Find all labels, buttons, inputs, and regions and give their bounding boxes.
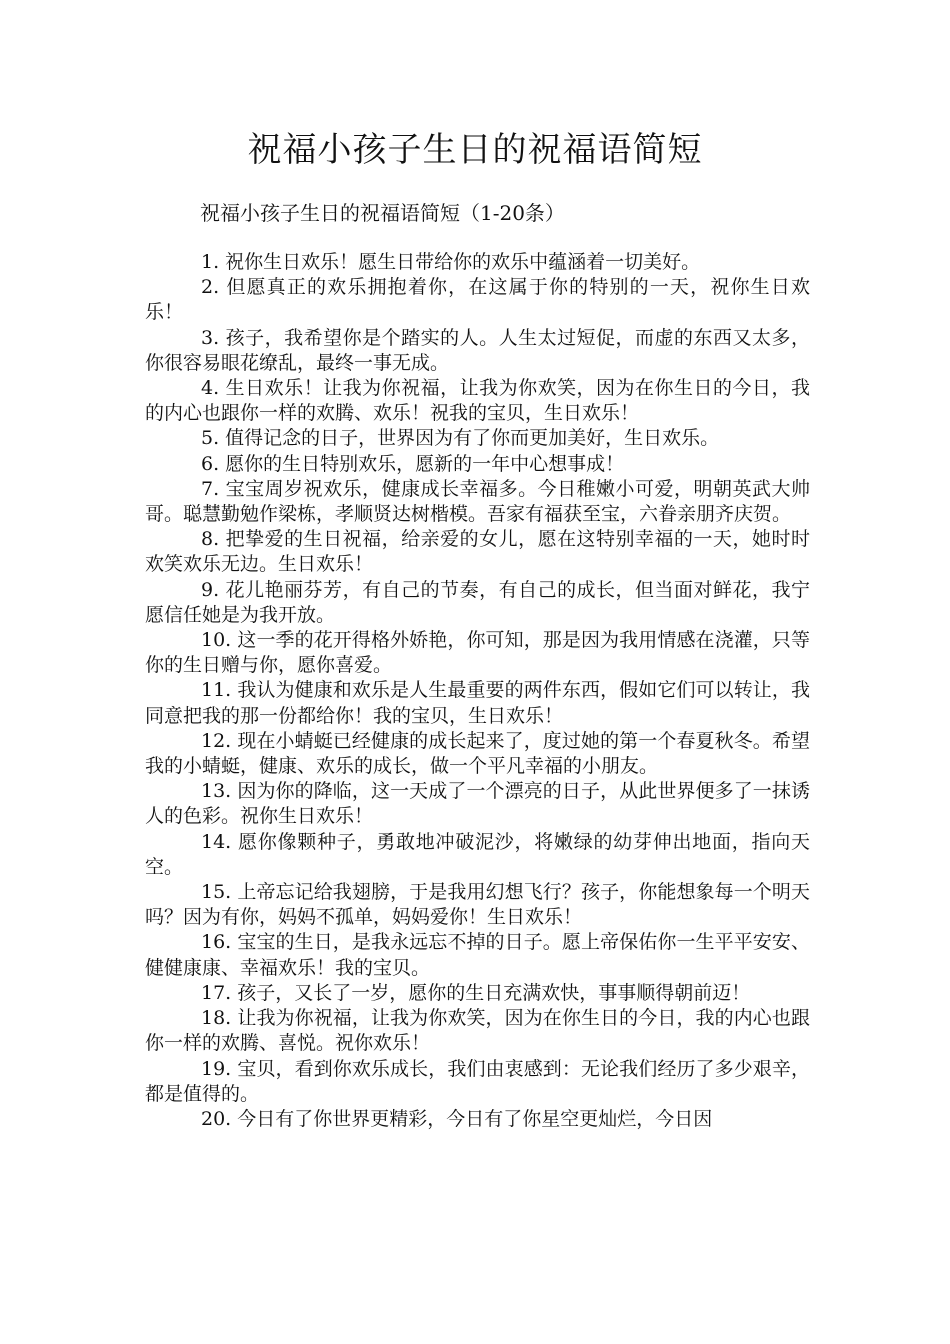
wish-item-1: 1. 祝你生日欢乐！愿生日带给你的欢乐中蕴涵着一切美好。 (201, 251, 701, 273)
wish-item-12: 12. 现在小蜻蜓已经健康的成长起来了，度过她的第一个春夏秋冬。希望我的小蜻蜓，健康、欢乐的成长，做一个平凡幸福的小朋友。 (145, 729, 810, 778)
wish-item-2: 2. 但愿真正的欢乐拥抱着你，在这属于你的特别的一天，祝你生日欢乐！ (145, 276, 810, 324)
wish-item-19: 19. 宝贝，看到你欢乐成长，我们由衷感到：无论我们经历了多少艰辛，都是值得的。 (145, 1057, 810, 1105)
wish-item-20: 20. 今日有了你世界更精彩，今日有了你星空更灿烂，今日因 (201, 1107, 713, 1130)
wish-item-8: 8. 把挚爱的生日祝福，给亲爱的女儿，愿在这特别幸福的一天，她时时欢笑欢乐无边。生日欢乐！ (145, 528, 810, 576)
wish-item-7: 7. 宝宝周岁祝欢乐，健康成长幸福多。今日稚嫩小可爱，明朝英武大帅哥。聪慧勤勉作梁栋，孝顺贤达树楷模。吾家有福获至宝，六眷亲朋齐庆贺。 (145, 477, 810, 526)
document-title: 祝福小孩子生日的祝福语简短 (247, 130, 703, 170)
wish-item-9: 9. 花儿艳丽芬芳，有自己的节奏，有自己的成长，但当面对鲜花，我宁愿信任她是为我开放。 (145, 578, 810, 626)
wish-item-16: 16. 宝宝的生日，是我永远忘不掉的日子。愿上帝保佑你一生平平安安、健健康康、幸福欢乐！我的宝贝。 (145, 931, 810, 979)
wish-item-6: 6. 愿你的生日特别欢乐，愿新的一年中心想事成！ (201, 452, 625, 475)
wish-item-18: 18. 让我为你祝福，让我为你欢笑，因为在你生日的今日，我的内心也跟你一样的欢腾、喜悦。祝你欢乐！ (145, 1007, 810, 1055)
wish-item-5: 5. 值得记念的日子，世界因为有了你而更加美好，生日欢乐。 (201, 427, 720, 450)
wish-item-13: 13. 因为你的降临，这一天成了一个漂亮的日子，从此世界便多了一抹诱人的色彩。祝你生日欢乐！ (145, 780, 810, 828)
wish-item-10: 10. 这一季的花开得格外娇艳，你可知，那是因为我用情感在浇灌，只等你的生日赠与你，愿你喜爱。 (145, 629, 810, 677)
wish-item-15: 15. 上帝忘记给我翅膀，于是我用幻想飞行？孩子，你能想象每一个明天吗？因为有你，妈妈不孤单，妈妈爱你！生日欢乐！ (145, 881, 810, 929)
wish-item-11: 11. 我认为健康和欢乐是人生最重要的两件东西，假如它们可以转让，我同意把我的那一份都给你！我的宝贝，生日欢乐！ (145, 679, 810, 727)
wish-item-3: 3. 孩子，我希望你是个踏实的人。人生太过短促，而虚的东西又太多，你很容易眼花缭乱，最终一事无成。 (145, 326, 810, 374)
wish-item-17: 17. 孩子，又长了一岁，愿你的生日充满欢快，事事顺得朝前迈！ (201, 981, 751, 1004)
wish-item-4: 4. 生日欢乐！让我为你祝福，让我为你欢笑，因为在你生日的今日，我的内心也跟你一样的欢腾、欢乐！祝我的宝贝，生日欢乐！ (145, 377, 810, 425)
wish-item-14: 14. 愿你像颗种子，勇敢地冲破泥沙，将嫩绿的幼芽伸出地面，指向天空。 (145, 830, 810, 878)
document-subtitle: 祝福小孩子生日的祝福语简短（1-20条） (200, 201, 565, 225)
wish-list (145, 250, 810, 1132)
